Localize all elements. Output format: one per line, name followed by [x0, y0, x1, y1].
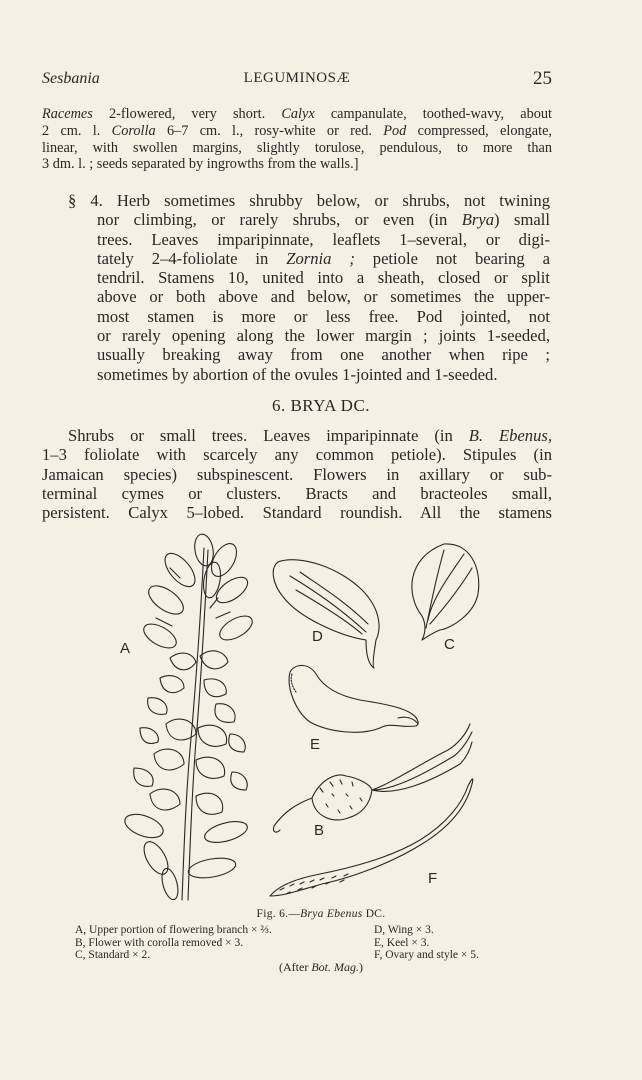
text-segment: Shrubs or small trees. Leaves imparipinnate (in	[68, 426, 469, 445]
figure-label-b: B	[314, 822, 325, 839]
text-line	[68, 210, 550, 229]
section-6-heading: 6. BRYA DC.	[271, 396, 371, 415]
text-line	[68, 287, 550, 306]
text-segment: 3 dm. l. ; seeds separated by ingrowths from the walls.]	[42, 156, 359, 173]
caption-source-title: Bot. Mag.	[311, 960, 359, 974]
italic-term: Zornia ;	[286, 248, 355, 268]
italic-term: Racemes	[42, 106, 93, 122]
botanical-illustration	[100, 528, 580, 908]
text-segment: compressed, elongate,	[406, 122, 553, 139]
text-segment: 1–3 foliolate with scarcely any common petiole). Stipules (in	[42, 445, 552, 465]
italic-term: Calyx	[281, 106, 315, 122]
text-segment: 6–7 cm. l., rosy-white or red.	[155, 122, 384, 139]
figure-label-d: D	[312, 628, 323, 645]
text-line	[42, 484, 552, 503]
wing-drawing	[273, 560, 379, 668]
text-line	[68, 191, 550, 210]
caption-entry: F, Ovary and style × 5.	[374, 949, 479, 962]
text-segment: ) small	[494, 210, 550, 230]
text-line	[68, 307, 550, 326]
text-segment: persistent. Calyx 5–lobed. Standard roundish. All the stamens	[42, 503, 552, 523]
text-line	[42, 465, 552, 484]
page-number: 25	[533, 68, 552, 89]
text-segment: petiole not bearing a	[354, 248, 550, 268]
figure-caption-title	[0, 908, 642, 920]
text-segment: § 4. Herb sometimes shrubby below, or shrubs, not twining	[68, 191, 550, 210]
header-genus: Sesbania	[42, 70, 100, 87]
caption-title-species: Brya Ebenus	[300, 908, 363, 920]
text-segment: or rarely opening along the lower margin ; joints 1-seeded,	[97, 326, 550, 346]
caption-legend-left	[75, 924, 272, 962]
text-segment: Jamaican species) subspinescent. Flowers in axillary or sub-	[42, 464, 552, 484]
flowering-branch-drawing	[122, 533, 256, 902]
text-segment: trees. Leaves imparipinnate, leaflets 1–several, or digi-	[97, 229, 550, 249]
text-segment: campanulate, toothed-wavy, about	[314, 106, 552, 122]
figure-label-a: A	[120, 640, 131, 657]
caption-entry: E, Keel × 3.	[374, 936, 430, 949]
text-line	[42, 123, 552, 140]
text-segment: 2 cm. l.	[42, 122, 112, 139]
text-line	[42, 156, 552, 173]
caption-legend-right	[374, 924, 479, 962]
caption-source	[0, 960, 642, 975]
text-line	[42, 426, 552, 445]
sesbania-description	[42, 106, 552, 173]
caption-entry: C, Standard × 2.	[75, 949, 151, 962]
caption-entry: B, Flower with corolla removed × 3.	[75, 936, 244, 949]
italic-term: Brya	[461, 210, 495, 230]
header-family: LEGUMINOSÆ	[243, 70, 351, 86]
section-4-paragraph	[68, 191, 550, 384]
text-segment: nor climbing, or rarely shrubs, or even (in	[97, 210, 462, 230]
text-segment: above or both above and below, or sometimes the upper-	[97, 287, 550, 307]
text-segment: linear, with swollen margins, slightly torulose, pendulous, to more than	[42, 139, 552, 156]
italic-term: B. Ebenus,	[468, 426, 552, 445]
text-line	[68, 365, 550, 384]
text-line	[68, 230, 550, 249]
caption-entry: D, Wing × 3.	[374, 924, 434, 936]
caption-source-suffix: )	[359, 960, 363, 974]
section-6-paragraph	[42, 426, 552, 522]
caption-entry: A, Upper portion of flowering branch × ⅔.	[75, 924, 272, 936]
caption-source-prefix: (After	[279, 960, 312, 974]
standard-drawing	[412, 544, 479, 640]
ovary-style-drawing	[270, 779, 473, 896]
text-segment: terminal cymes or clusters. Bracts and bracteoles small,	[42, 483, 552, 503]
text-segment: 2-flowered, very short.	[92, 106, 282, 122]
text-line	[42, 106, 552, 123]
figure-label-c: C	[444, 636, 455, 653]
keel-drawing	[289, 665, 418, 732]
text-segment: usually breaking away from one another when ripe ;	[97, 345, 550, 365]
text-segment: tately 2–4-foliolate in	[97, 248, 287, 268]
text-line	[68, 268, 550, 287]
caption-title-prefix: Fig. 6.—	[256, 908, 301, 920]
caption-title-suffix: DC.	[362, 908, 386, 920]
text-line	[68, 326, 550, 345]
text-line	[42, 445, 552, 464]
text-line	[42, 503, 552, 522]
italic-term: Corolla	[111, 122, 156, 139]
text-segment: tendril. Stamens 10, united into a sheath, closed or split	[97, 268, 550, 288]
running-header	[42, 70, 552, 92]
text-line	[68, 249, 550, 268]
figure-label-e: E	[310, 736, 321, 753]
text-segment: sometimes by abortion of the ovules 1-jointed and 1-seeded.	[97, 364, 498, 384]
italic-term: Pod	[383, 122, 407, 139]
text-segment: most stamen is more or less free. Pod jointed, not	[97, 306, 550, 326]
flower-drawing	[273, 724, 472, 832]
figure-label-f: F	[428, 870, 438, 887]
text-line	[68, 345, 550, 364]
illustration-drawing	[100, 528, 580, 908]
text-line	[42, 140, 552, 157]
